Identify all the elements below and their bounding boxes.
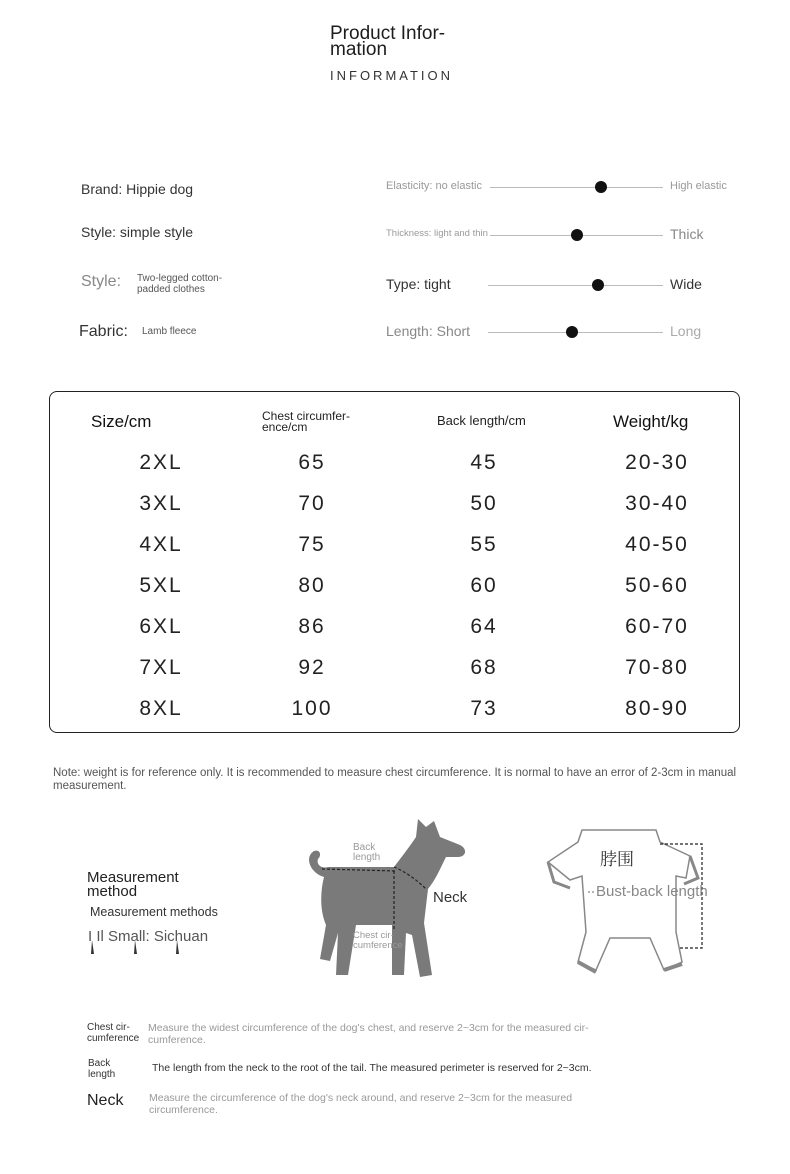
table-cell-size: 4XL [139, 533, 183, 556]
slider-left-label: Elasticity: no elastic [386, 180, 482, 192]
table-cell-back: 68 [470, 656, 498, 679]
table-header-chest: Chest circumfer-ence/cm [262, 409, 351, 434]
garment-neck-label: 脖围 [600, 850, 634, 870]
attribute-sliders [0, 0, 790, 360]
slider-left-label: Length: Short [386, 323, 471, 339]
table-cell-size: 6XL [139, 615, 183, 638]
table-cell-weight: 40-50 [625, 533, 689, 556]
table-cell-weight: 50-60 [625, 574, 689, 597]
table-cell-chest: 75 [298, 533, 326, 556]
slider-right-label: High elastic [670, 180, 727, 192]
table-cell-weight: 60-70 [625, 615, 689, 638]
slider-left-label: Thickness: light and thin [386, 228, 488, 239]
table-cell-chest: 92 [298, 656, 326, 679]
measurement-small-text: I Il Small: Sichuan [88, 928, 209, 945]
slider-knob [595, 181, 607, 193]
desc-key-chest: Chest cir-cumference [87, 1022, 140, 1044]
style-value: Two-legged cotton-padded clothes [137, 273, 223, 295]
table-cell-chest: 65 [298, 451, 326, 474]
fabric-value: Lamb fleece [142, 326, 197, 337]
slider-track [490, 187, 663, 188]
dog-back-label: Back length [353, 842, 381, 863]
slider-right-label: Long [670, 323, 702, 339]
measurement-title: Measurement method [87, 869, 179, 900]
table-header-size: Size/cm [91, 412, 152, 431]
dog-neck-label: Neck [433, 889, 468, 906]
slider-knob [571, 229, 583, 241]
style-label: Style: [81, 273, 122, 290]
table-cell-back: 60 [470, 574, 498, 597]
note-text: Note: weight is for reference only. It is recommended to measure chest circumference. It is normal to have an error of 2-3cm in manual measurement. [53, 767, 737, 792]
table-cell-chest: 70 [298, 492, 326, 515]
table-cell-back: 64 [470, 615, 498, 638]
page-subtitle: INFORMATION [330, 68, 454, 83]
table-cell-size: 2XL [139, 451, 183, 474]
slider-right-label: Wide [670, 276, 702, 292]
style-main-text: Style: simple style [81, 224, 194, 240]
table-cell-chest: 86 [298, 615, 326, 638]
table-cell-size: 5XL [139, 574, 183, 597]
table-cell-back: 50 [470, 492, 498, 515]
table-cell-size: 8XL [139, 697, 183, 720]
table-header-weight: Weight/kg [613, 412, 689, 431]
fabric-label: Fabric: [79, 323, 128, 340]
slider-knob [592, 279, 604, 291]
table-cell-back: 45 [470, 451, 498, 474]
page-title: Product Infor-mation [330, 23, 446, 60]
tick-marks-icon [88, 938, 188, 956]
table-cell-weight: 80-90 [625, 697, 689, 720]
table-cell-size: 7XL [139, 656, 183, 679]
size-table [49, 391, 740, 733]
table-cell-size: 3XL [139, 492, 183, 515]
table-cell-weight: 20-30 [625, 451, 689, 474]
table-cell-back: 55 [470, 533, 498, 556]
garment-outline-icon [540, 822, 730, 982]
table-header-back: Back length/cm [437, 413, 526, 428]
table-cell-weight: 30-40 [625, 492, 689, 515]
desc-key-neck: Neck [87, 1092, 124, 1109]
desc-text-neck: Measure the circumference of the dog's neck around, and reserve 2~3cm for the measured circumference. [149, 1092, 573, 1116]
slider-track [488, 285, 663, 286]
desc-text-chest: Measure the widest circumference of the dog's chest, and reserve 2~3cm for the measured cir-cumference. [148, 1022, 589, 1046]
slider-knob [566, 326, 578, 338]
table-cell-weight: 70-80 [625, 656, 689, 679]
table-cell-back: 73 [470, 697, 498, 720]
table-cell-chest: 100 [291, 697, 333, 720]
measurement-subtitle: Measurement methods [90, 905, 218, 919]
table-cell-chest: 80 [298, 574, 326, 597]
slider-left-label: Type: tight [386, 276, 451, 292]
slider-right-label: Thick [670, 226, 704, 242]
garment-bust-label: Bust-back length [596, 883, 708, 900]
brand-text: Brand: Hippie dog [81, 181, 194, 197]
dog-chest-label: Chest cir-cumference [353, 930, 403, 951]
desc-text-back: The length from the neck to the root of the tail. The measured perimeter is reserved for 2~3cm. [152, 1062, 592, 1074]
desc-key-back: Back length [88, 1058, 116, 1080]
